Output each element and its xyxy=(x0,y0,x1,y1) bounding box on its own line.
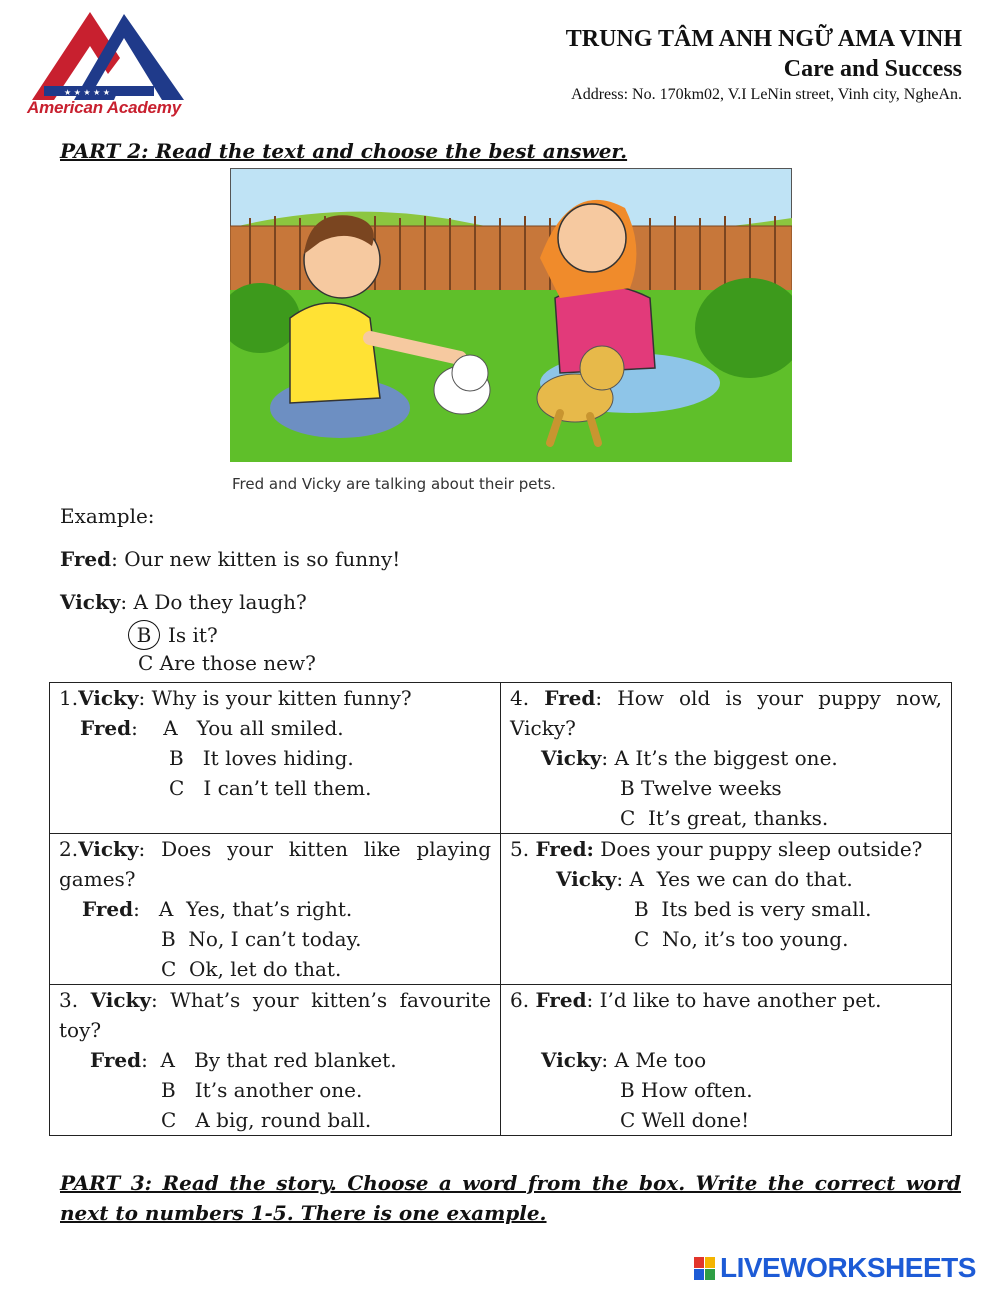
example-option-b xyxy=(128,620,218,650)
option-c: C No, it’s too young. xyxy=(634,927,849,951)
option-c: C Ok, let do that. xyxy=(161,957,342,981)
option-a: Fred: A By that red blanket. xyxy=(90,1048,397,1072)
illustration-caption: Fred and Vicky are talking about their pets. xyxy=(232,475,556,493)
example-vicky-line xyxy=(60,590,307,614)
part2-instructions: PART 2: Read the text and choose the best answer. xyxy=(60,139,628,163)
option-c: C Well done! xyxy=(620,1108,750,1132)
option-a: Vicky: A Yes we can do that. xyxy=(556,867,853,891)
question-text: 1.Vicky: Why is your kitten funny? xyxy=(59,686,412,710)
part3-instructions: PART 3: Read the story. Choose a word from the box. Write the correct word next to numbers 1-5. There is one example. xyxy=(60,1171,961,1225)
table-row xyxy=(50,683,952,834)
example-option-b-text: Is it? xyxy=(168,623,218,647)
center-address: Address: No. 170km02, V.I LeNin street, Vinh city, NgheAn. xyxy=(571,86,962,103)
question-cell xyxy=(50,834,501,985)
question-text: 3. Vicky: What’s your kitten’s favourite toy? xyxy=(59,988,491,1042)
option-b: B It’s another one. xyxy=(161,1078,363,1102)
option-a: Vicky: A It’s the biggest one. xyxy=(541,746,838,770)
option-a: Fred: A You all smiled. xyxy=(80,716,344,740)
example-option-a: : A Do they laugh? xyxy=(120,590,307,614)
question-text: 6. Fred: I’d like to have another pet. xyxy=(510,988,882,1012)
example-option-c: C Are those new? xyxy=(138,651,316,675)
circled-answer: B xyxy=(128,620,160,650)
option-c: C I can’t tell them. xyxy=(169,776,372,800)
option-b: B It loves hiding. xyxy=(169,746,354,770)
question-table xyxy=(49,682,952,1136)
example-fred-line xyxy=(60,547,400,571)
option-b: B No, I can’t today. xyxy=(161,927,362,951)
question-cell xyxy=(501,683,952,834)
speaker-name: Fred xyxy=(60,547,112,571)
center-slogan: Care and Success xyxy=(783,56,962,82)
example-statement: : Our new kitten is so funny! xyxy=(111,547,401,571)
question-cell xyxy=(501,985,952,1136)
question-text: 4. Fred: How old is your puppy now, Vicky? xyxy=(510,686,942,740)
option-a: Vicky: A Me too xyxy=(541,1048,707,1072)
speaker-name: Vicky xyxy=(60,590,121,614)
question-cell xyxy=(501,834,952,985)
option-c: C It’s great, thanks. xyxy=(620,806,829,830)
svg-text:★ ★ ★ ★ ★: ★ ★ ★ ★ ★ xyxy=(64,88,111,97)
question-text: 2.Vicky: Does your kitten like playing games? xyxy=(59,837,491,891)
table-row xyxy=(50,834,952,985)
option-b: B How often. xyxy=(620,1078,753,1102)
option-a: Fred: A Yes, that’s right. xyxy=(82,897,353,921)
example-label: Example: xyxy=(60,504,155,528)
center-name: TRUNG TÂM ANH NGỮ AMA VINH xyxy=(565,26,962,52)
table-row xyxy=(50,985,952,1136)
kids-with-pets-illustration xyxy=(230,168,792,462)
question-text: 5. Fred: Does your puppy sleep outside? xyxy=(510,837,923,861)
question-cell xyxy=(50,985,501,1136)
liveworksheets-logo-icon xyxy=(694,1257,716,1281)
option-c: C A big, round ball. xyxy=(161,1108,372,1132)
question-cell xyxy=(50,683,501,834)
logo-wordmark: American Academy xyxy=(27,98,181,117)
option-b: B Its bed is very small. xyxy=(634,897,872,921)
option-b: B Twelve weeks xyxy=(620,776,782,800)
liveworksheets-brand[interactable]: LIVEWORKSHEETS xyxy=(720,1252,976,1283)
